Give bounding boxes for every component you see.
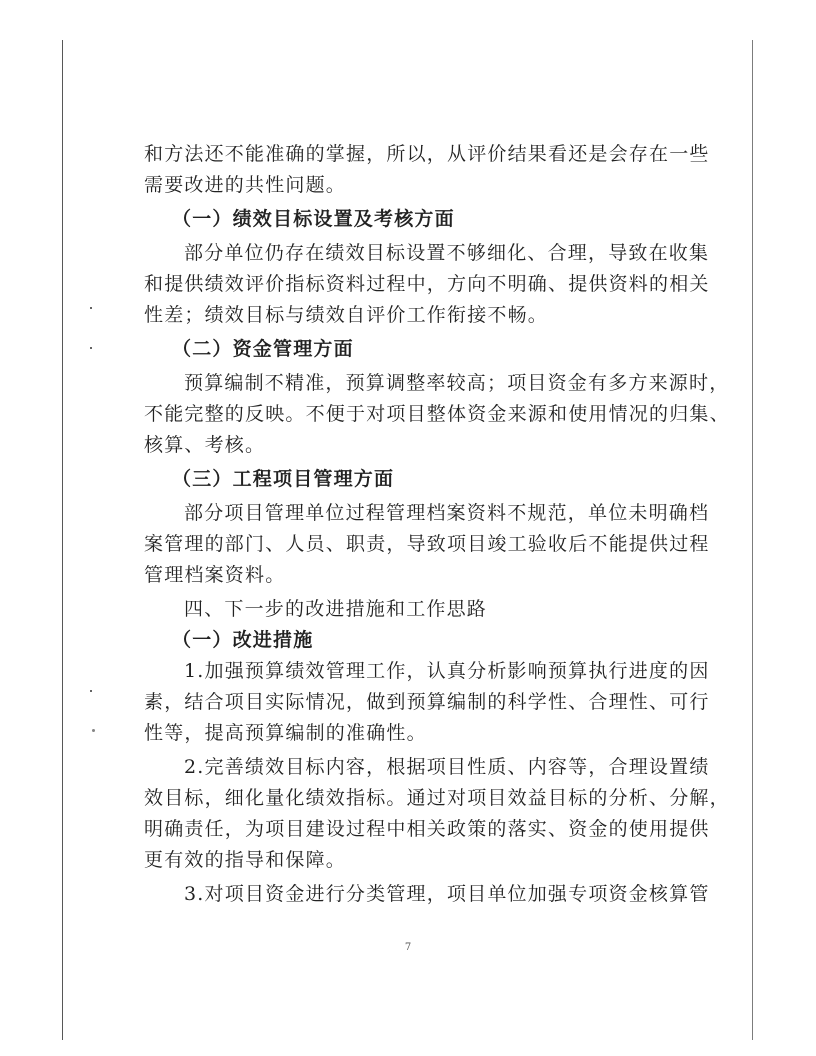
- text-line: 3.对项目资金进行分类管理，项目单位加强专项资金核算管: [184, 883, 710, 905]
- section-heading: [144, 204, 674, 235]
- page-number: 7: [404, 942, 412, 953]
- text-line: 明确责任，为项目建设过程中相关政策的落实、资金的使用提供: [144, 818, 710, 840]
- scan-speck: [92, 729, 95, 732]
- heading-text: （三）工程项目管理方面: [172, 468, 395, 490]
- chapter-heading: [144, 594, 674, 625]
- text-line: 2.完善绩效目标内容，根据项目性质、内容等，合理设置绩: [184, 756, 710, 778]
- text-line: 性差；绩效目标与绩效自评价工作衔接不畅。: [144, 304, 549, 326]
- text-line: 和提供绩效评价指标资料过程中，方向不明确、提供资料的相关: [144, 273, 710, 295]
- text-line: 效目标，细化量化绩效指标。通过对项目效益目标的分析、分解，: [144, 787, 730, 809]
- scan-speck: [90, 347, 92, 349]
- section-heading: [144, 464, 674, 495]
- text-line: 1.加强预算绩效管理工作，认真分析影响预算执行进度的因: [184, 660, 710, 682]
- text-line: 需要改进的共性问题。: [144, 174, 347, 196]
- text-line: 核算、考核。: [144, 434, 266, 456]
- text-line: 素，结合项目实际情况，做到预算编制的科学性、合理性、可行: [144, 691, 710, 713]
- text-line: 性等，提高预算编制的准确性。: [144, 722, 427, 744]
- scan-speck: [90, 690, 92, 692]
- text-line: 和方法还不能准确的掌握，所以，从评价结果看还是会存在一些: [144, 143, 710, 165]
- paragraph: [144, 656, 710, 749]
- scan-edge-line: [62, 40, 63, 1040]
- text-line: 部分单位仍存在绩效目标设置不够细化、合理，导致在收集: [184, 242, 710, 264]
- text-line: 预算编制不精准，预算调整率较高；项目资金有多方来源时，: [184, 372, 730, 394]
- text-line: 案管理的部门、人员、职责，导致项目竣工验收后不能提供过程: [144, 533, 710, 555]
- text-line: 管理档案资料。: [144, 564, 286, 586]
- document-body: [144, 139, 730, 910]
- paragraph: [144, 238, 710, 331]
- paragraph: [144, 368, 730, 461]
- paragraph: [144, 752, 730, 876]
- paragraph: [144, 498, 710, 591]
- text-line: 不能完整的反映。不便于对项目整体资金来源和使用情况的归集、: [144, 403, 730, 425]
- heading-text: 四、下一步的改进措施和工作思路: [184, 598, 488, 620]
- text-line: 部分项目管理单位过程管理档案资料不规范，单位未明确档: [184, 502, 710, 524]
- heading-text: （二）资金管理方面: [172, 338, 354, 360]
- paragraph: [144, 879, 710, 910]
- text-line: 更有效的指导和保障。: [144, 849, 347, 871]
- scan-speck: [90, 307, 92, 309]
- section-heading: [144, 625, 674, 656]
- paragraph: [144, 139, 710, 201]
- heading-text: （一）改进措施: [172, 629, 314, 651]
- scan-edge-line: [752, 40, 753, 1040]
- section-heading: [144, 334, 674, 365]
- heading-text: （一）绩效目标设置及考核方面: [172, 208, 455, 230]
